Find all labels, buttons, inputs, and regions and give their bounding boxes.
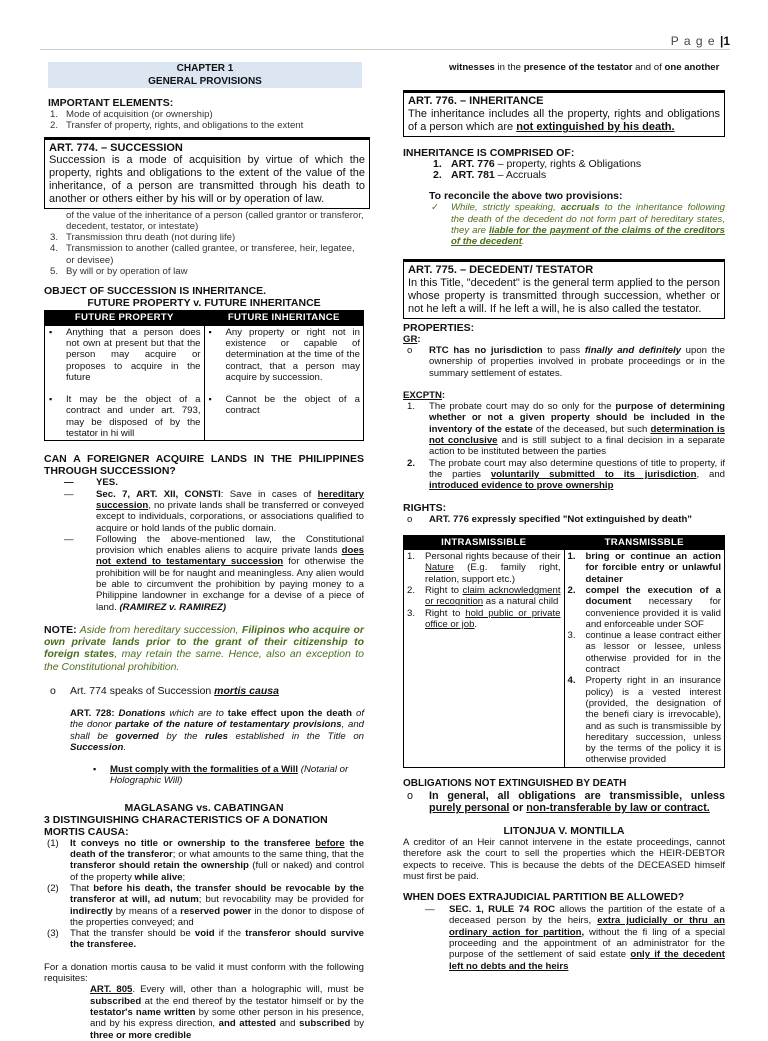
art805: ART. 805. Every will, other than a holographic will, must be subscribed at the end thereof by the testator himself or by the testator's name written by some other person in his presence, and by his express direction, and attested and subscribed by three or more credible [90,984,364,1041]
gr-label: GR: [403,333,421,345]
important-cont-text: of the value of the inheritance of a person (called grantor or transferor, decedent, testator, or intestate) [66,209,364,232]
important-item-text: Transmission to another (called grantee, or transferee, heir, legatee, or devisee) [66,243,355,266]
properties-title: PROPERTIES: [403,321,475,334]
future-table [44,310,364,441]
list-item: ▪ Must comply with the formalities of a Will (Notarial or Holographic Will) [92,764,364,787]
important-item: 1. Mode of acquisition (or ownership) [50,109,213,120]
reconcile-note: ✓ While, strictly speaking, accruals to the inheritance following the death of the decedent do not form part of hereditary states, they are liable for the payment of the claims of the creditors of the decedent. [431,202,725,248]
art774-box [44,137,370,209]
table-cell [204,325,364,441]
list-item: ▪ Any property or right not in existence or capable of determination at the time of the contract, that a person may acquire by succession. [208,327,361,383]
future-title: FUTURE PROPERTY v. FUTURE INHERITANCE [87,297,321,310]
art776-title: ART. 776. – INHERITANCE [408,95,544,108]
list-item: 1. Personal rights because of their Nature (E.g. family right, relation, support etc.) [407,551,561,585]
excptn-label: EXCPTN: [403,389,446,401]
list-item: 1. bring or continue an action for forcible entry or unlawful detainer [567,551,721,585]
art775-title: ART. 775. – DECEDENT/ TESTATOR [408,264,594,277]
page-no: 1 [723,34,730,48]
important-item-text: Mode of acquisition (or ownership) [66,109,213,120]
table-cell [404,550,565,768]
rights-table [403,535,725,768]
important-item-text: Transfer of property, rights, and obligations to the extent [66,120,304,132]
important-item: 4. Transmission to another (called grantee, or transferee, heir, legatee, or devisee) [50,243,355,266]
gr-item: o RTC has no jurisdiction to pass finally and definitely upon the ownership of properties involved in probate proceedings or in the summary settlement of estates. [407,344,726,379]
comprised-item: 2. ART. 781 – Accruals [433,168,547,181]
witnesses-cont: witnesses in the presence of the testator and of one another [449,62,720,73]
extrajudicial-item: — SEC. 1, RULE 74 ROC allows the partition of the estate of a deceased person by the heirs, extra judicially or thru an ordinary action for partition, without the fi ling of a special proceeding and the appointment of an administrator for the purpose of the settlement of said estate only if the decedent left no debts and the heirs [425,904,726,972]
important-item: 3. Transmission thru death (not during life) [50,232,236,244]
art776-body: The inheritance includes all the property, rights and obligations of a person which are not extinguished by his death. [408,108,720,133]
note: NOTE: Aside from hereditary succession, Filipinos who acquire or own private lands prior to the grant of their citizenship to foreign states, may retain the same. Hence, also an exception to the Constitutional prohibition. [44,623,364,673]
page-separator: | [719,34,724,48]
three-title: 3 DISTINGUISHING CHARACTERISTICS OF A DONATION MORTIS CAUSA: [44,813,328,838]
reconcile-title: To reconcile the above two provisions: [429,190,623,203]
list-item: 4. Property right in an insurance policy) is a vested interest (provided, the designation of the benefi ciary is irrevocable), and as such is transmissible by hereditary succession, unless by the terms of the policy it is otherwise provided [567,675,721,766]
rights-item: o ART. 776 expressly specified "Not extinguished by death" [407,513,692,525]
art774-body: Succession is a mode of acquisition by virtue of which the property, rights and obligations to the extent of the value of the inheritance, of a person are transmitted through his death to another or others either by his will or by operation of law. [49,154,365,205]
exception-1: 1. The probate court may do so only for the purpose of determining whether or not a given property should be included in the inventory of the estate of the deceased, but such determination is not conclusive and is still subject to a final decision in a separate action to be instituted between the parties [407,401,725,458]
important-item-text: By will or by operation of law [66,266,188,278]
table-header: FUTURE PROPERTY [45,311,205,325]
art776-box [403,90,725,136]
comprised-title: INHERITANCE IS COMPRISED OF: [403,146,575,159]
list-item: 2. compel the execution of a document necessary for convenience provided it is valid and enforceable under SOF [567,585,721,630]
important-item: 2. Transfer of property, rights, and obligations to the extent [50,120,304,132]
case-title: MAGLASANG vs. CABATINGAN [124,801,284,814]
foreigner-yes: — YES. [64,477,118,489]
extrajudicial-title: WHEN DOES EXTRAJUDICIAL PARTITION BE ALLOWED? [403,892,685,904]
page-header [40,30,730,50]
characteristic-3: (3) That the transfer should be void if the transferor should survive the transferee. [47,928,364,951]
list-item: 2. Right to claim acknowledgment or recognition as a natural child [407,585,561,608]
important-item: 5. By will or by operation of law [50,266,188,278]
chapter-number: CHAPTER 1 [176,63,234,74]
page-number [671,34,730,48]
check-icon: ✓ [431,202,440,214]
table-header: TRANSMISSBLE [564,535,725,549]
obligations-item: o In general, all obligations are transmissible, unless purely personal or non-transferable by law or contract. [407,789,725,815]
donation-requisites: For a donation mortis causa to be valid it must conform with the following requisites: [44,961,364,985]
list-item: ▪ It may be the object of a contract and under art. 793, may be disposed of by the testator in hi will [48,394,201,439]
rights-title: RIGHTS: [403,501,447,514]
comprised-item: 1. ART. 776 – property, rights & Obligations [433,157,642,170]
table-header: FUTURE INHERITANCE [204,311,364,325]
exception-2: 2. The probate court may also determine questions of title to property, if the parties voluntarily submitted to its jurisdiction, and introduced evidence to prove ownership [407,457,725,492]
important-item-text: Transmission thru death (not during life) [66,232,236,244]
art728: ART. 728: Donations which are to take effect upon the death of the donor partake of the nature of testamentary provisions, and shall be governed by the rules established in the Title on Succession. [70,708,364,753]
table-header: INTRASMISSIBLE [404,535,565,549]
table-cell [45,325,205,441]
foreigner-follow: — Following the above-mentioned law, the Constitutional provision which enables aliens to acquire private lands does not extend to testamentary succession for otherwise the prohibition will be for naught and meaningless. Any alien would be able to circumvent the prohibition by paying money to a Philippine landowner in exchange for a devise of a piece of land. (RAMIREZ v. RAMIREZ) [64,533,364,613]
foreigner-title: CAN A FOREIGNER ACQUIRE LANDS IN THE PHILIPPINES THROUGH SUCCESSION? [44,453,364,478]
foreigner-sec: — Sec. 7, ART. XII, CONSTI: Save in cases of hereditary succession, no private lands shall be transferred or conveyed except to individuals, corporations, or associations qualified to acquire or hold lands of the public domain. [64,488,365,534]
characteristic-1: (1) It conveys no title or ownership to the transferee before the death of the transferor; or what amounts to the same thing, that the transferor should retain the ownership (full or naked) and control of the property while alive; [47,837,364,883]
important-cont [44,210,364,233]
left-column [44,62,364,1041]
list-item: ▪ Anything that a person does not own at present but that the person may acquire or proposes to acquire in the future [48,327,201,383]
art775-box [403,259,725,318]
page-word: P a g e [670,34,716,48]
obligations-title: OBLIGATIONS NOT EXTINGUISHED BY DEATH [403,777,627,789]
art775-body: In this Title, "decedent" is the general term applied to the person whose property is transmitted through succession, whether or not he left a will. If he left a will, he is also called the testator. [408,277,720,315]
litonjua-body: A creditor of an Heir cannot intervene in the estate proceedings, cannot therefore ask the court to sell the properties which the HEIR-DEBTOR expects to receive. This is because the debts of the DECEASED himself must first be paid. [403,836,725,882]
list-item: 3. continue a lease contract either as lessor or lessee, unless otherwise provided for in the contract [567,630,721,676]
chapter-heading [48,62,362,88]
must-comply-list [44,764,364,787]
right-column [403,62,725,972]
list-item: 3. Right to hold public or private office or job. [407,607,561,630]
object-title: OBJECT OF SUCCESSION IS INHERITANCE. [44,285,267,298]
litonjua-title: LITONJUA V. MONTILLA [503,824,625,837]
art774-title: ART. 774. – SUCCESSION [49,141,183,154]
important-elements-title: IMPORTANT ELEMENTS: [48,97,174,109]
art774-speaks: o Art. 774 speaks of Succession mortis causa [50,684,279,697]
list-item: ▪ Cannot be the object of a contract [208,394,361,417]
characteristic-2: (2) That before his death, the transfer should be revocable by the transferor at will, ad nutum; but revocability may be provided for indirectly by means of a reserved power in the donor to dispose of the properties conveyed; and [47,882,365,928]
table-cell [564,550,725,768]
chapter-title: GENERAL PROVISIONS [148,76,262,87]
